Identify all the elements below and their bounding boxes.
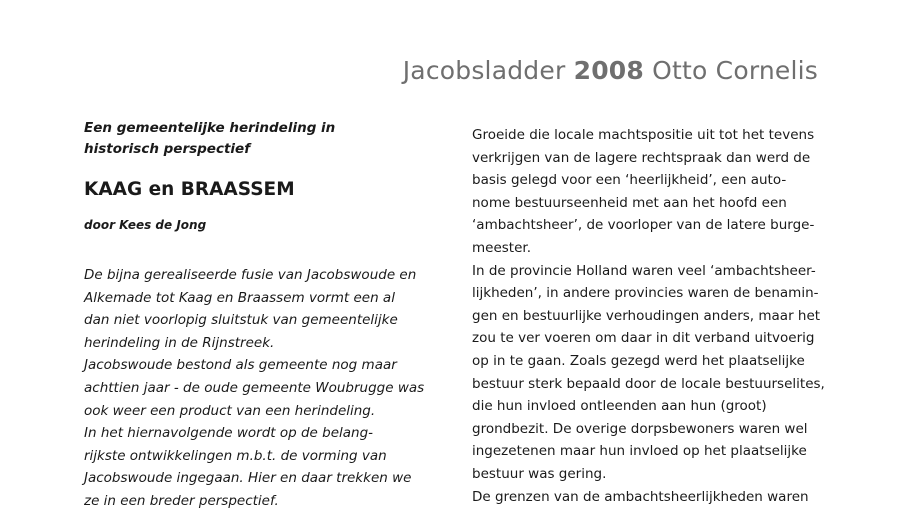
subtitle-line: historisch perspectief (84, 141, 251, 157)
text-line: Jacobswoude bestond als gemeente nog maar (84, 357, 397, 374)
text-line: op in te gaan. Zoals gezegd werd het plaatselijke (472, 352, 805, 369)
text-line: bestuur sterk bepaald door de locale bestuurselites, (472, 375, 825, 392)
subtitle-line: Een gemeentelijke herindeling in (84, 120, 336, 136)
left-column (84, 118, 436, 513)
text-line: In de provincie Holland waren veel ‘ambachtsheer- (472, 262, 816, 279)
text-line: grondbezit. De overige dorpsbewoners waren wel (472, 420, 808, 437)
text-line: lijkheden’, in andere provincies waren de benamin- (472, 285, 819, 302)
text-line: In het hiernavolgende wordt op de belang- (84, 425, 374, 442)
text-line: ‘ambachtsheer’, de voorloper van de latere burge- (472, 217, 815, 234)
text-line: Jacobswoude ingegaan. Hier en daar trekken we (84, 470, 412, 487)
text-line: rijkste ontwikkelingen m.b.t. de vorming van (84, 447, 387, 464)
author-name: Otto Cornelis (652, 56, 818, 85)
text-line: achttien jaar - de oude gemeente Woubrugge was (84, 379, 425, 396)
text-line: basis gelegd voor een ‘heerlijkheid’, een auto- (472, 172, 787, 189)
text-line: Groeide die locale machtspositie uit tot het tevens (472, 127, 815, 143)
right-column (472, 124, 832, 508)
text-line: nome bestuurseenheid met aan het hoofd een (472, 194, 787, 211)
text-line: bestuur was gering. (472, 465, 607, 482)
text-line: De grenzen van de ambachtsheerlijkheden waren (472, 488, 809, 505)
article-title: KAAG en BRAASSEM (84, 179, 295, 200)
text-line: meester. (472, 239, 531, 256)
article-byline: door Kees de Jong (84, 218, 207, 232)
text-line: ook weer een product van een herindeling. (84, 402, 376, 419)
intro-paragraph (84, 264, 436, 513)
text-line: Alkemade tot Kaag en Braassem vormt een al (84, 289, 395, 306)
series-name: Jacobsladder (402, 56, 566, 85)
text-line: ze in een breder perspectief. (84, 492, 279, 509)
article-subtitle (84, 118, 436, 160)
text-line: zou te ver voeren om daar in dit verband uitvoerig (472, 330, 815, 347)
text-line: ingezetenen maar hun invloed op het plaatselijke (472, 443, 807, 460)
text-line: gen en bestuurlijke verhoudingen anders, maar het (472, 307, 821, 324)
text-line: verkrijgen van de lagere rechtspraak dan werd de (472, 149, 811, 166)
text-line: dan niet voorlopig sluitstuk van gemeentelijke (84, 312, 398, 329)
year: 2008 (573, 56, 644, 85)
page-header (403, 56, 818, 85)
text-line: De bijna gerealiseerde fusie van Jacobswoude en (84, 267, 417, 283)
text-line: herindeling in de Rijnstreek. (84, 334, 275, 351)
text-line: die hun invloed ontleenden aan hun (groot) (472, 398, 767, 415)
